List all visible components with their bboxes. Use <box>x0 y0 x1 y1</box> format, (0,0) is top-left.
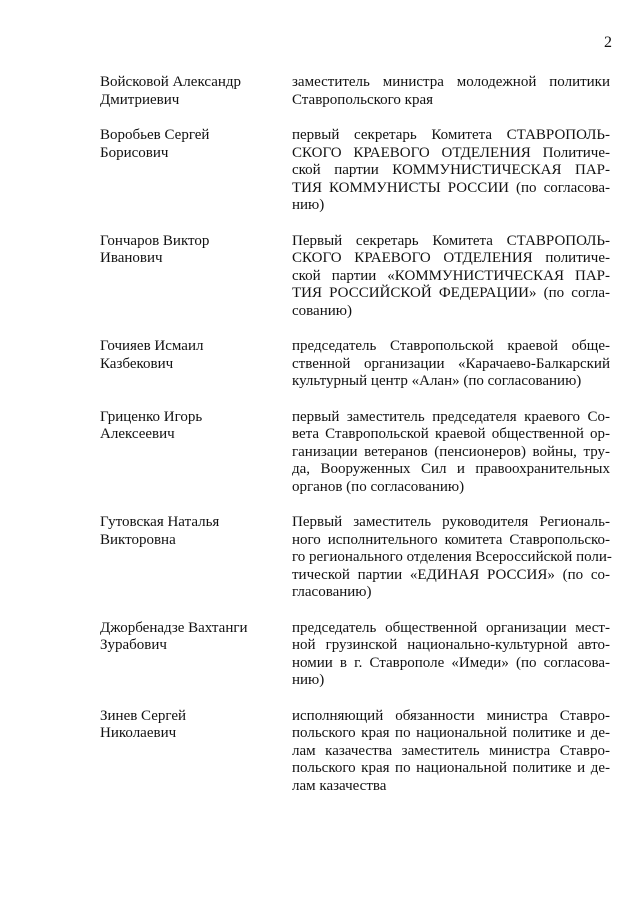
list-item <box>100 233 616 321</box>
position-line: Первый заместитель руководителя Региональ- <box>292 514 610 530</box>
name-line: Борисович <box>100 144 169 161</box>
position-line: Ставропольского края <box>292 91 433 108</box>
name-line: Гриценко Игорь <box>100 408 203 425</box>
name-line: Алексеевич <box>100 426 175 442</box>
position-line: Первый секретарь Комитета СТАВРОПОЛЬ- <box>292 232 610 249</box>
position-line: сованию) <box>292 302 352 319</box>
position-line: председатель общественной организации мест- <box>292 619 610 636</box>
name-line: Войсковой Александр <box>100 74 242 90</box>
position-line: ТИЯ КОММУНИСТЫ РОССИИ (по согласова- <box>292 179 610 196</box>
name-line: Зурабович <box>100 637 167 653</box>
name-line: Викторовна <box>100 531 176 548</box>
position-line: лам казачества <box>292 777 387 794</box>
list-item <box>100 409 616 497</box>
position-line: ской партии КОММУНИСТИЧЕСКАЯ ПАР- <box>292 162 610 178</box>
member-name <box>100 708 290 796</box>
member-name <box>100 127 290 215</box>
position-line: ганизации ветеранов (пенсионеров) войны, тру- <box>292 443 610 460</box>
position-line: заместитель министра молодежной политики <box>292 74 610 90</box>
list-item <box>100 708 616 796</box>
member-position <box>292 708 610 796</box>
member-position <box>292 338 610 391</box>
member-position <box>292 620 610 690</box>
position-line: СКОГО КРАЕВОГО ОТДЕЛЕНИЯ политиче- <box>292 250 610 266</box>
name-line: Дмитриевич <box>100 91 180 108</box>
position-line: ного исполнительного комитета Ставропольско- <box>292 531 610 548</box>
position-line: гласованию) <box>292 584 372 600</box>
position-line: ской партии «КОММУНИСТИЧЕСКАЯ ПАР- <box>292 267 610 284</box>
position-line: нию) <box>292 197 325 213</box>
position-line: председатель Ставропольской краевой обще- <box>292 338 610 354</box>
name-line: Зинев Сергей <box>100 707 187 724</box>
name-line: Николаевич <box>100 725 177 741</box>
list-item <box>100 127 616 215</box>
name-line: Воробьев Сергей <box>100 127 210 143</box>
name-line: Иванович <box>100 250 163 266</box>
position-line: нию) <box>292 672 325 688</box>
name-line: Гончаров Виктор <box>100 232 210 249</box>
name-line: Джорбенадзе Вахтанги <box>100 619 248 636</box>
list-item <box>100 620 616 690</box>
position-line: вета Ставропольской краевой общественной ор- <box>292 426 610 442</box>
position-line: исполняющий обязанности министра Ставро- <box>292 707 610 724</box>
position-line: польского края по национальной политике и де- <box>292 725 610 741</box>
name-line: Казбекович <box>100 355 174 372</box>
page-number: 2 <box>604 34 612 51</box>
position-line: номии в г. Ставрополе «Имеди» (по согласова- <box>292 654 610 671</box>
member-name <box>100 74 290 109</box>
position-line: ТИЯ РОССИЙСКОЙ ФЕДЕРАЦИИ» (по согла- <box>292 285 610 301</box>
position-line: СКОГО КРАЕВОГО ОТДЕЛЕНИЯ Политиче- <box>292 144 610 161</box>
position-line: тической партии «ЕДИНАЯ РОССИЯ» (по со- <box>292 566 610 583</box>
name-line: Гочияев Исмаил <box>100 338 204 354</box>
member-name <box>100 233 290 321</box>
members-list <box>100 74 616 795</box>
position-line: лам казачества заместитель министра Ставро- <box>292 742 610 759</box>
member-position <box>292 409 610 497</box>
position-line: го регионального отделения Всероссийской поли- <box>292 549 612 565</box>
member-name <box>100 409 290 497</box>
list-item <box>100 514 616 602</box>
member-position <box>292 74 610 109</box>
list-item <box>100 74 616 109</box>
position-line: органов (по согласованию) <box>292 478 465 495</box>
member-name <box>100 620 290 690</box>
position-line: первый секретарь Комитета СТАВРОПОЛЬ- <box>292 127 610 143</box>
position-line: культурный центр «Алан» (по согласованию) <box>292 373 582 389</box>
position-line: польского края по национальной политике и де- <box>292 760 610 776</box>
member-name <box>100 338 290 391</box>
list-item <box>100 338 616 391</box>
position-line: ной грузинской национально-культурной авто- <box>292 637 610 653</box>
position-line: первый заместитель председателя краевого Со- <box>292 408 610 425</box>
member-name <box>100 514 290 602</box>
position-line: да, Вооруженных Сил и правоохранительных <box>292 461 610 477</box>
position-line: ственной организации «Карачаево-Балкарский <box>292 355 610 372</box>
member-position <box>292 127 610 215</box>
name-line: Гутовская Наталья <box>100 514 220 530</box>
member-position <box>292 233 610 321</box>
member-position <box>292 514 610 602</box>
